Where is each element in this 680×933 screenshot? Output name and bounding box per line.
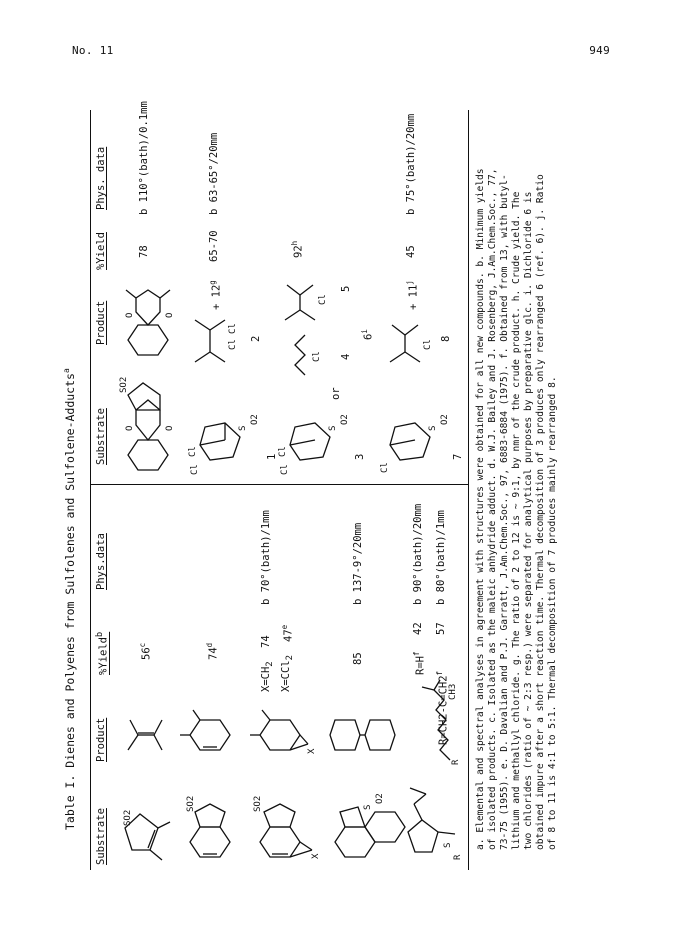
- compound-4-label: 4: [340, 353, 352, 360]
- footnote-line-2: of isolated products. c. Isolated as the maleic anhydride adduct. d. W.J. Bailey and J. Rosenberg, J.Am.Chem.Soc., 77,: [487, 168, 498, 850]
- svg-text:SO2: SO2: [119, 376, 129, 393]
- right-row2-phys: b 63-65°/20mm: [208, 132, 220, 215]
- row3-phys: b 70°(bath)/1mm: [260, 510, 272, 605]
- svg-text:SO2: SO2: [186, 795, 196, 812]
- right-row1-phys: b 110°(bath)/0.1mm: [138, 101, 150, 215]
- compound-2-label: 2: [250, 335, 262, 342]
- svg-text:X: X: [311, 853, 321, 859]
- svg-text:X: X: [307, 748, 317, 754]
- compound-5-label: 5: [340, 285, 352, 292]
- compound-8-label: 8: [440, 335, 452, 342]
- svg-text:SO2: SO2: [253, 795, 263, 812]
- row5b-phys: b 80°(bath)/1mm: [435, 510, 447, 605]
- row5b-methyl: CH3: [448, 683, 458, 700]
- row5a-label: $R=H^f$: [412, 651, 427, 675]
- svg-text:O2: O2: [250, 414, 260, 425]
- footnote-line-7: of 8 to 11 is 4:1 to 5:1. Thermal decomposition of 7 produces mainly rearranged 8.: [547, 376, 558, 850]
- bicyclohexenyl-structure: [330, 700, 405, 760]
- substrate-1-label: 1: [266, 453, 278, 460]
- dichloro-bicyclic-sulfone-structure: [185, 395, 265, 475]
- svg-text:Cl: Cl: [228, 339, 238, 350]
- header-product-right: Product: [95, 300, 107, 345]
- row1-yield: 56$^c$: [138, 642, 153, 660]
- right-row2-yield: 65-70: [208, 230, 220, 262]
- svg-text:O2: O2: [340, 414, 350, 425]
- dimethylenecyclohexene-structure: [185, 705, 240, 760]
- svg-text:O2: O2: [440, 414, 450, 425]
- compound-11-label: + $11^j$: [405, 280, 420, 310]
- row2-yield: 74$^d$: [205, 642, 220, 660]
- svg-text:Cl: Cl: [312, 351, 322, 362]
- row5a-yield: 42: [412, 622, 424, 635]
- svg-text:Cl: Cl: [190, 464, 200, 475]
- header-yield-left: %Yield$^b$: [95, 631, 110, 675]
- dichloro-diene-structure: [185, 300, 245, 370]
- rotated-table: [62, 90, 560, 870]
- svg-text:S: S: [238, 425, 248, 431]
- dichloro-bicyclic-sulfide-structure: [275, 395, 355, 475]
- header-substrate-left: Substrate: [95, 808, 107, 865]
- svg-text:S: S: [428, 425, 438, 431]
- footnote-line-4: lithium and methallyl chloride. g. The ratio of 2 to 12 is ~ 9:1, by nmr of the crude product. h. Crude yield. The: [511, 191, 522, 850]
- sulfolene-dimethyl-structure: [120, 792, 175, 862]
- substrate-3-label: 3: [354, 453, 366, 460]
- svg-text:Cl: Cl: [380, 462, 390, 473]
- table-bottom-rule: [468, 110, 469, 870]
- row3b-label: X=CCl$_2$: [280, 654, 296, 692]
- svg-text:O: O: [125, 312, 135, 318]
- svg-text:SO2: SO2: [123, 809, 133, 826]
- chlorodiene-structure: [380, 300, 440, 370]
- chlorotriene-isomers-structure: [275, 270, 350, 380]
- row4-phys: b 137-9°/20mm: [352, 522, 364, 605]
- compound-12-label: + $12^g$: [208, 280, 223, 310]
- svg-text:Cl: Cl: [280, 464, 290, 475]
- svg-text:Cl: Cl: [278, 446, 288, 457]
- spiroketal-sulfolene-structure: [118, 375, 188, 475]
- substrate-7-label: 7: [452, 453, 464, 460]
- right-row3-yield: 92$^h$: [290, 240, 305, 258]
- compound-6-label: 6$^i$: [360, 329, 375, 340]
- right-row4-yield: 45: [405, 245, 417, 258]
- row5a-phys: b 90°(bath)/20mm: [412, 503, 424, 605]
- table-caption: Table I. Dienes and Polyenes from Sulfolenes and Sulfolene-Adducts$^a$: [62, 368, 77, 830]
- row3b-yield: 47e: [280, 624, 295, 642]
- chloro-bicyclic-sulfone-structure: [375, 395, 450, 475]
- header-phys-right: Phys. data: [95, 146, 107, 210]
- svg-text:R: R: [451, 759, 461, 765]
- row3a-yield: 74: [260, 635, 272, 648]
- journal-issue: No. 11: [72, 44, 114, 57]
- right-row4-phys: b 75°(bath)/20mm: [405, 113, 417, 215]
- header-product-left: Product: [95, 717, 107, 762]
- svg-text:Cl: Cl: [318, 294, 328, 305]
- page-number: 949: [589, 44, 610, 57]
- footnote-line-6: obtained impure after a short reaction time. Thermal decomposition of 3 produces only rearranged 6 (ref. 6). j. Ratio: [535, 174, 546, 850]
- footnote-line-5: two chlorides (ratio of ~ 2:3 resp.) were separated for analytical purposes by preparative glc. i. Dichloride 6 is: [523, 191, 534, 850]
- or-label: or: [330, 387, 342, 400]
- dimethylbutadiene-structure: [118, 710, 168, 760]
- norcarane-sulfolene-structure: [250, 787, 320, 862]
- alkylated-sulfolene-structure: [400, 782, 465, 862]
- footnote-line-3: 73-75 (1955). e. D. Davalian and P.J. Garratt, J.Am.Chem.Soc., 97, 6883-6884 (1975). f. Obtained from 13, with butyl-: [499, 174, 510, 850]
- table-column-divider: [90, 484, 468, 485]
- row4-yield: 85: [352, 652, 364, 665]
- table-top-rule: [90, 110, 91, 870]
- svg-text:O: O: [165, 425, 175, 431]
- row5b-label: $R=CH2-C=CH2^f$: [435, 670, 450, 745]
- norcarane-diene-structure: [250, 700, 315, 760]
- svg-text:O2: O2: [375, 793, 385, 804]
- svg-text:S: S: [363, 804, 373, 810]
- svg-text:S: S: [328, 425, 338, 431]
- svg-text:O: O: [125, 425, 135, 431]
- svg-text:O: O: [165, 312, 175, 318]
- header-phys-left: Phys.data: [95, 533, 107, 590]
- svg-text:Cl: Cl: [228, 323, 238, 334]
- row5b-yield: 57: [435, 622, 447, 635]
- header-substrate-right: Substrate: [95, 408, 107, 465]
- benzo-sulfolene-structure: [185, 792, 245, 862]
- svg-text:S: S: [443, 842, 453, 848]
- right-row1-yield: 78: [138, 245, 150, 258]
- svg-text:R: R: [453, 854, 463, 860]
- row3a-label: $X=CH_2$: [260, 661, 276, 692]
- footnote-line-1: a. Elemental and spectral analyses in agreement with structures were obtained for all new compounds. b. Minimum yields: [475, 168, 486, 850]
- svg-text:Cl: Cl: [423, 339, 433, 350]
- header-yield-right: %Yield: [95, 232, 107, 270]
- spiroketal-diene-structure: [118, 285, 183, 360]
- bicyclohexenyl-sulfolene-structure: [330, 782, 400, 862]
- svg-text:Cl: Cl: [188, 446, 198, 457]
